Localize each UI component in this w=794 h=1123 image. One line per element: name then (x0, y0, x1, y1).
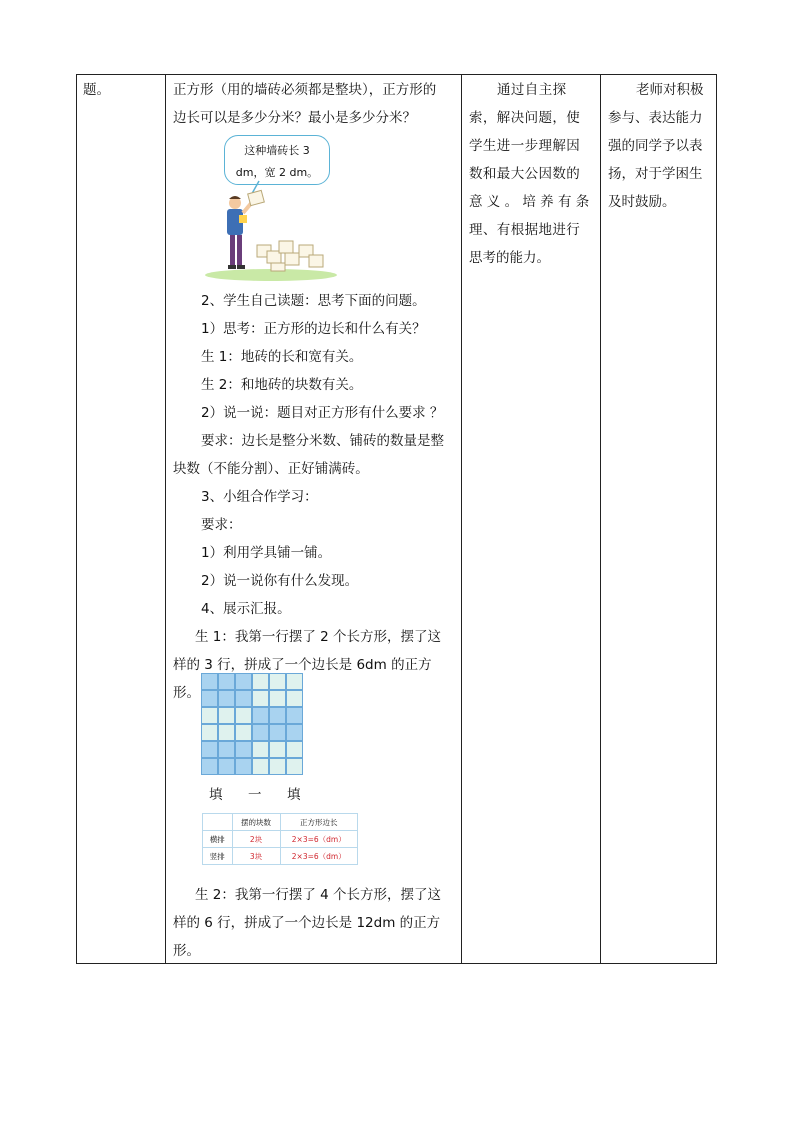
evaluation-line: 强的同学予以表 (608, 138, 703, 154)
intent-line: 意 义 。 培 养 有 条 (469, 194, 590, 210)
grid-cell (286, 690, 303, 707)
grid-cell (269, 690, 286, 707)
grid-cell (201, 741, 218, 758)
grid-cell (235, 758, 252, 775)
question-1: 1）思考：正方形的边长和什么有关？ (201, 321, 426, 337)
stage-cell (83, 76, 163, 104)
tile-arrangement-grid (201, 673, 305, 775)
grid-cell (269, 741, 286, 758)
column-divider (600, 75, 601, 963)
grid-cell (235, 673, 252, 690)
column-divider (461, 75, 462, 963)
grid-cell (235, 724, 252, 741)
report-2-line: 形。 (173, 943, 200, 959)
column-divider (165, 75, 166, 963)
grid-cell (218, 741, 235, 758)
grid-cell (201, 673, 218, 690)
intent-line: 学生进一步理解因 (469, 138, 581, 154)
grid-cell (286, 707, 303, 724)
evaluation-line: 扬，对于学困生 (608, 166, 703, 182)
fill-title-wrap (173, 781, 458, 809)
requirement-1: 1）利用学具铺一铺。 (201, 545, 332, 561)
report-2-line: 生 2：我第一行摆了 4 个长方形，摆了这 (195, 887, 442, 903)
grid-cell (252, 741, 269, 758)
question-2: 2）说一说：题目对正方形有什么要求 ？ (201, 405, 444, 421)
grid-cell (252, 724, 269, 741)
worker-with-tiles-illustration (201, 179, 341, 283)
grid-cell (286, 673, 303, 690)
report-1-line: 生 1：我第一行摆了 2 个长方形，摆了这 (195, 629, 442, 645)
report-2-line: 样的 6 行，拼成了一个边长是 12dm 的正方 (173, 915, 441, 931)
table-row (203, 814, 358, 831)
grid-cell (269, 673, 286, 690)
grid-cell (201, 724, 218, 741)
step-4: 4、展示汇报。 (201, 601, 291, 617)
grid-cell (218, 707, 235, 724)
evaluation-cell (608, 76, 718, 216)
intent-line: 数和最大公因数的 (469, 166, 581, 182)
table-cell: 正方形边长 (280, 814, 357, 831)
grid-cell (235, 741, 252, 758)
grid-cell (235, 707, 252, 724)
requirement-2: 2）说一说你有什么发现。 (201, 573, 359, 589)
grid-cell (218, 724, 235, 741)
step-2: 2、学生自己读题：思考下面的问题。 (201, 293, 426, 309)
process-steps (173, 287, 458, 707)
grid-cell (218, 690, 235, 707)
table-cell: 2×3=6（dm） (280, 831, 357, 848)
grid-cell (269, 758, 286, 775)
table-cell: 横排 (203, 831, 233, 848)
table-cell: 竖排 (203, 848, 233, 865)
report-2 (173, 881, 458, 965)
evaluation-line: 参与、表达能力 (608, 110, 703, 126)
table-cell: 2块 (232, 831, 280, 848)
report-1-line: 样的 3 行，拼成了一个边长是 6dm 的正方形。 (173, 657, 432, 701)
grid-cell (218, 673, 235, 690)
step-3: 3、小组合作学习： (201, 489, 318, 505)
table-cell: 3块 (232, 848, 280, 865)
grid-cell (201, 690, 218, 707)
fill-title: 填 一 填 (209, 787, 307, 803)
process-cell (173, 76, 458, 132)
requirement-line: 要求：边长是整分米数、铺砖的数量是整 (201, 433, 444, 449)
requirement-label: 要求： (201, 517, 242, 533)
intent-line: 通过自主探 (497, 82, 567, 98)
bubble-text: 这种墙砖长 3 (244, 144, 310, 157)
bubble-text: dm，宽 2 dm。 (235, 166, 319, 179)
grid-cell (218, 758, 235, 775)
stage-text: 题。 (83, 82, 110, 98)
grid-cell (286, 741, 303, 758)
table-row (203, 848, 358, 865)
table-row (203, 831, 358, 848)
table-cell: 摆的块数 (232, 814, 280, 831)
requirement-line: 块数（不能分割）、正好铺满砖。 (173, 461, 369, 477)
intro-line: 边长可以是多少分米？最小是多少分米？ (173, 110, 416, 126)
intent-line: 理、有根据地进行 (469, 222, 581, 238)
grid-cell (252, 758, 269, 775)
grid-cell (269, 724, 286, 741)
speech-bubble (224, 135, 330, 185)
lesson-table (76, 74, 717, 964)
intent-line: 索，解决问题，使 (469, 110, 581, 126)
grid-cell (252, 707, 269, 724)
grid-cell (252, 690, 269, 707)
grid-cell (269, 707, 286, 724)
table-cell (203, 814, 233, 831)
evaluation-line: 老师对积极 (636, 82, 704, 98)
evaluation-line: 及时鼓励。 (608, 194, 676, 210)
table-cell: 2×3=6（dm） (280, 848, 357, 865)
intent-cell (469, 76, 599, 272)
grid-cell (252, 673, 269, 690)
student-answer-2: 生 2：和地砖的块数有关。 (201, 377, 363, 393)
grid-cell (235, 690, 252, 707)
intro-line: 正方形（用的墙砖必须都是整块），正方形的 (173, 82, 437, 98)
grid-cell (286, 724, 303, 741)
fill-table (202, 813, 358, 865)
intent-line: 思考的能力。 (469, 250, 550, 266)
grid-cell (286, 758, 303, 775)
grid-cell (201, 707, 218, 724)
student-answer-1: 生 1：地砖的长和宽有关。 (201, 349, 363, 365)
grid-cell (201, 758, 218, 775)
